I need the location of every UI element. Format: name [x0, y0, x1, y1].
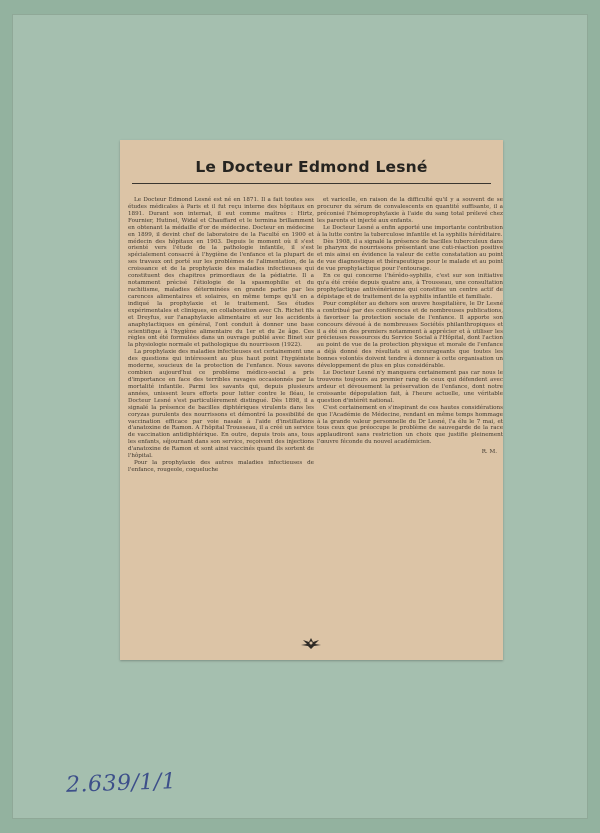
- paragraph: En ce qui concerne l'hérédo-syphilis, c'est sur son initiative qu'a été créée depuis quatre ans, à Trousseau, une consultation prophylactique antivénérienne qui constitue un centre actif de dépistage et de traitement de la syphilis infantile et familiale.: [317, 273, 503, 300]
- signature: R. M.: [481, 449, 497, 456]
- newspaper-clipping: [120, 140, 503, 660]
- paragraph: Le Docteur Lesné n'y manquera certainement pas car nous le trouvons toujours au premier rang de ceux qui défendent avec ardeur et dévouement la préservation de l'enfance, dont notre croissante dépopulation fait, à l'heure actuelle, une véritable question d'intérêt national.: [317, 370, 503, 404]
- archive-mount: [12, 14, 588, 819]
- paragraph: Dès 1908, il a signalé la présence de bacilles tuberculeux dans le pharynx de nourrissons présentant une cuti-réaction positive et mis ainsi en évidence la valeur de cette constatation au point de vue diagnostique et thérapeutique pour le malade et au point de vue prophylactique pour l'entourage.: [317, 238, 503, 273]
- paragraph: Pour compléter au dehors son œuvre hospitalière, le Dr Lesné a contribué par des conférences et de nombreuses publications, à favoriser la protection sociale de l'enfance. Il apporte son concours dévoué à de nombreuses Sociétés philanthropiques et il a été un des premiers notamment à apprécier et à utiliser les précieuses ressources du Service Social à l'Hôpital, dont l'action au point de vue de la protection physique et morale de l'enfance a déjà donné des résultats si encourageants que toutes les bonnes volontés doivent tendre à donner à cette organisation un développement de plus en plus considérable.: [317, 300, 503, 370]
- paragraph: et varicelle, en raison de la difficulté qu'il y a souvent de se procurer du sérum de convalescents en quantité suffisante, il a préconisé l'hémoprophylaxie à l'aide du sang total prélevé chez les parents et injecté aux enfants.: [317, 197, 503, 224]
- paragraph: Pour la prophylaxie des autres maladies infectieuses de l'enfance, rougeole, coqueluche: [128, 460, 314, 473]
- title-rule: [132, 183, 491, 184]
- ornament-icon: [299, 636, 323, 650]
- paragraph: Le Docteur Edmond Lesné est né en 1871. Il a fait toutes ses études médicales à Paris et il fut reçu interne des hôpitaux en 1891. Durant son internat, il eut comme maîtres : Hirtz, Fournier, Hutinel, Widal et Chauffard et le termina brillamment en obtenant la médaille d'or de médecine. Docteur en médecine en 1899, il devint chef de laboratoire de la Faculté en 1900 et médecin des hôpitaux en 1903. Depuis le moment où il s'est orienté vers l'étude de la pathologie infantile, il s'est spécialement consacré à l'hygiène de l'enfance et la plupart de ses travaux ont porté sur les problèmes de l'alimentation, de la croissance et de la prophylaxie des maladies infectieuses qui constituent des chapitres primordiaux de la pédiatrie. Il a notamment précisé l'étiologie de la spasmophilie et du rachitisme, maladies déterminées en grande partie par les carences alimentaires et solaires, en même temps qu'il en a indiqué la prophylaxie et le traitement. Ses études expérimentales et cliniques, en collaboration avec Ch. Richet fils et Dreyfus, sur l'anaphylaxie alimentaire et sur les accidents anaphylactiques en général, l'ont conduit à donner une base scientifique à l'hygiène alimentaire du 1er et du 2e âge. Ces règles ont été formulées dans un ouvrage publié avec Binet sur la physiologie normale et pathologique du nourrisson (1922).: [128, 197, 314, 349]
- article-title: Le Docteur Edmond Lesné: [195, 158, 428, 176]
- paragraph: Le Docteur Lesné a enfin apporté une importante contribution à la lutte contre la tuberculose infantile et la syphilis héréditaire.: [317, 224, 503, 238]
- article-column-right: [317, 197, 503, 456]
- handwritten-reference: 2.639/1/1: [65, 769, 177, 798]
- paragraph: La prophylaxie des maladies infectieuses est certainement une des questions qui intéressent au plus haut point l'hygiéniste moderne, soucieux de la protection de l'enfance. Nous savons combien aujourd'hui ce problème médico-social a pris d'importance en face des terribles ravages occasionnés par la mortalité infantile. Parmi les savants qui, depuis plusieurs années, unissent leurs efforts pour lutter contre le fléau, le Docteur Lesné s'est particulièrement distingué. Dès 1898, il a signalé la présence de bacilles diphtériques virulents dans les coryzas purulents des nourrissons et démontré la possibilité de vaccination efficace par voie nasale à l'aide d'instillations d'anatoxine de Ramon. A l'hôpital Trousseau, il a créé un service de vaccination antidiphtérique. En outre, depuis trois ans, tous les enfants, séjournant dans son service, reçoivent des injections d'anatoxine de Ramon et sont ainsi vaccinés quand ils sortent de l'hôpital.: [128, 349, 314, 460]
- article-column-left: [128, 197, 314, 474]
- paragraph: C'est certainement en s'inspirant de ces hautes considérations que l'Académie de Médecine, rendant en même temps hommage à la grande valeur personnelle du Dr Lesné, l'a élu le 7 mai, et tous ceux que préoccupe le problème de sauvegarde de la race applaudiront sans restriction un choix que justifie pleinement l'œuvre féconde du nouvel académicien.: [317, 404, 503, 446]
